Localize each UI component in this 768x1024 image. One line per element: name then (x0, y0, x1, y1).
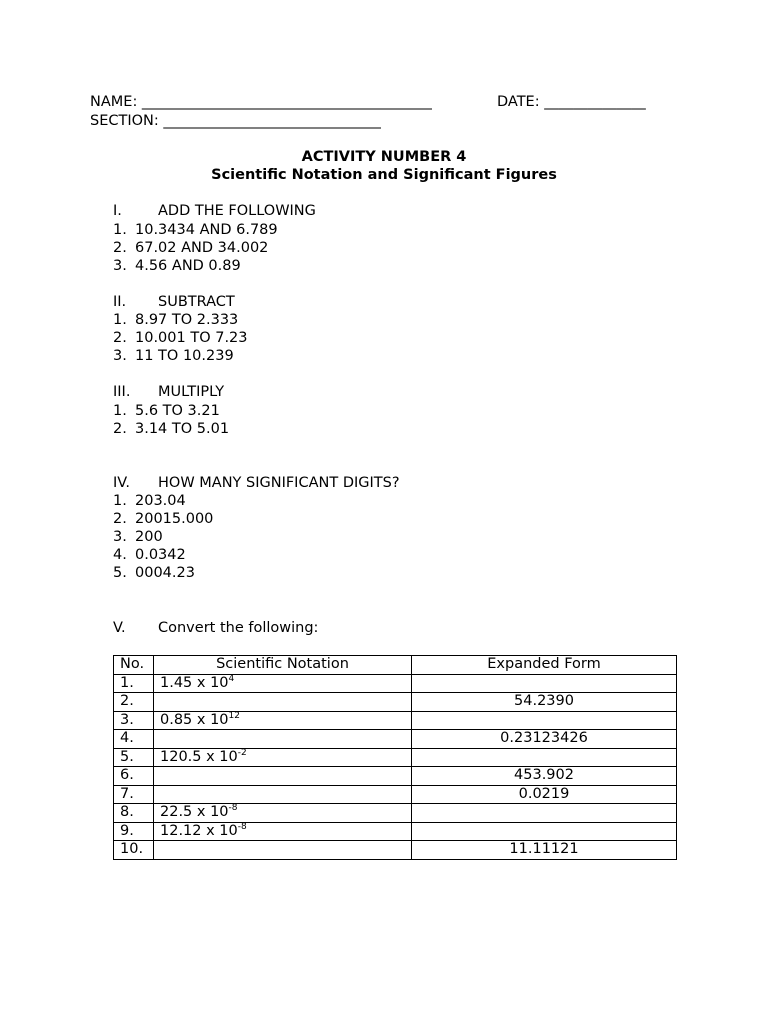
sci-base: 22.5 x 10 (160, 804, 229, 821)
item-number: 1. (113, 493, 127, 509)
activity-title: ACTIVITY NUMBER 4 (301, 149, 467, 165)
item-text: 5.6 TO 3.21 (135, 403, 220, 419)
column-header-expanded: Expanded Form (412, 656, 677, 675)
item-text: 8.97 TO 2.333 (135, 312, 239, 328)
section-number: III. (113, 384, 131, 400)
table-row (114, 711, 677, 730)
table-row (114, 841, 677, 860)
sci-exponent: -8 (237, 821, 247, 832)
item-text: 0.0342 (135, 547, 186, 563)
item-text: 203.04 (135, 493, 186, 509)
expanded-form-cell[interactable]: 0.23123426 (412, 730, 677, 749)
table-row (114, 785, 677, 804)
table-row (114, 693, 677, 712)
expanded-form-cell[interactable]: 453.902 (412, 767, 677, 786)
table-row (114, 804, 677, 823)
scientific-notation-cell[interactable] (154, 730, 412, 749)
section-title: MULTIPLY (158, 384, 225, 400)
item-text: 3.14 TO 5.01 (135, 421, 230, 437)
item-number: 2. (113, 240, 127, 256)
scientific-notation-cell[interactable] (154, 767, 412, 786)
section-title: Convert the following: (158, 620, 319, 636)
row-number: 8. (114, 804, 154, 823)
column-header-no: No. (114, 656, 154, 675)
column-header-scientific: Scientific Notation (154, 656, 412, 675)
row-number: 1. (114, 674, 154, 693)
activity-subtitle: Scientific Notation and Significant Figures (211, 167, 557, 183)
item-text: 200 (135, 529, 163, 545)
row-number: 3. (114, 711, 154, 730)
section-title: SUBTRACT (158, 294, 235, 310)
expanded-form-cell[interactable] (412, 822, 677, 841)
sci-base: 0.85 x 10 (160, 711, 229, 728)
item-number: 1. (113, 312, 127, 328)
expanded-form-cell[interactable] (412, 748, 677, 767)
item-number: 4. (113, 547, 127, 563)
item-number: 3. (113, 529, 127, 545)
section-title: HOW MANY SIGNIFICANT DIGITS? (158, 475, 400, 491)
table-row (114, 730, 677, 749)
item-text: 67.02 AND 34.002 (135, 240, 269, 256)
item-text: 0004.23 (135, 565, 195, 581)
name-field[interactable]: NAME: ________________________________________ (90, 94, 432, 110)
expanded-form-cell[interactable] (412, 804, 677, 823)
item-text: 20015.000 (135, 511, 214, 527)
row-number: 4. (114, 730, 154, 749)
item-number: 3. (113, 258, 127, 274)
scientific-notation-cell[interactable] (154, 711, 412, 730)
table-row (114, 767, 677, 786)
scientific-notation-cell[interactable] (154, 785, 412, 804)
table-header-row (114, 656, 677, 675)
item-text: 11 TO 10.239 (135, 348, 234, 364)
sci-exponent: -8 (228, 803, 238, 814)
scientific-notation-cell[interactable] (154, 841, 412, 860)
scientific-notation-cell[interactable] (154, 674, 412, 693)
table-row (114, 674, 677, 693)
item-number: 1. (113, 222, 127, 238)
item-number: 2. (113, 511, 127, 527)
expanded-form-cell[interactable] (412, 711, 677, 730)
item-number: 3. (113, 348, 127, 364)
expanded-form-cell[interactable] (412, 674, 677, 693)
expanded-form-cell[interactable]: 0.0219 (412, 785, 677, 804)
date-field[interactable]: DATE: ______________ (497, 94, 646, 110)
row-number: 6. (114, 767, 154, 786)
scientific-notation-cell[interactable] (154, 748, 412, 767)
sci-exponent: 4 (228, 673, 235, 684)
item-text: 10.001 TO 7.23 (135, 330, 248, 346)
table-row (114, 748, 677, 767)
item-text: 10.3434 AND 6.789 (135, 222, 278, 238)
conversion-table (113, 655, 677, 860)
item-number: 1. (113, 403, 127, 419)
scientific-notation-cell[interactable] (154, 693, 412, 712)
row-number: 2. (114, 693, 154, 712)
item-number: 5. (113, 565, 127, 581)
section-number: I. (113, 203, 122, 219)
sci-base: 120.5 x 10 (160, 748, 238, 765)
sci-exponent: 12 (228, 710, 240, 721)
row-number: 7. (114, 785, 154, 804)
scientific-notation-cell[interactable] (154, 822, 412, 841)
row-number: 10. (114, 841, 154, 860)
section-number: II. (113, 294, 127, 310)
section-number: IV. (113, 475, 130, 491)
sci-exponent: -2 (237, 747, 247, 758)
row-number: 5. (114, 748, 154, 767)
item-number: 2. (113, 330, 127, 346)
scientific-notation-cell[interactable] (154, 804, 412, 823)
item-text: 4.56 AND 0.89 (135, 258, 241, 274)
table-row (114, 822, 677, 841)
expanded-form-cell[interactable]: 11.11121 (412, 841, 677, 860)
section-number: V. (113, 620, 126, 636)
row-number: 9. (114, 822, 154, 841)
sci-base: 1.45 x 10 (160, 674, 229, 691)
sci-base: 12.12 x 10 (160, 822, 238, 839)
item-number: 2. (113, 421, 127, 437)
section-title: ADD THE FOLLOWING (158, 203, 316, 219)
expanded-form-cell[interactable]: 54.2390 (412, 693, 677, 712)
section-field[interactable]: SECTION: ______________________________ (90, 113, 381, 129)
